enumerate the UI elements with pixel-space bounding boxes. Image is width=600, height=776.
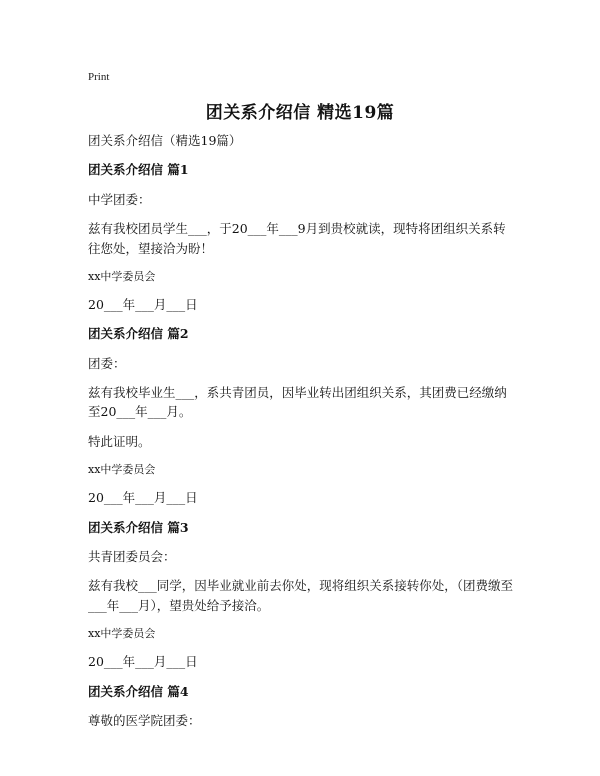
section-2-signature: xx中学委员会	[88, 463, 156, 477]
section-heading-3: 团关系介绍信 篇3	[88, 519, 189, 535]
section-1-body: 兹有我校团员学生___，于20___年___9月到贵校就读，现特将团组织关系转往您处，望接洽为盼！	[88, 221, 506, 256]
print-label[interactable]: Print	[88, 71, 110, 83]
section-2-addressee: 团委：	[88, 355, 126, 371]
document-title: 团关系介绍信 精选19篇	[205, 103, 395, 123]
section-4-addressee: 尊敬的医学院团委：	[88, 712, 201, 728]
section-2-note: 特此证明。	[88, 433, 151, 449]
section-3-body: 兹有我校___同学，因毕业就业前去你处，现将组织关系接转你处，（团费缴至___年___月），望贵处给予接洽。	[88, 578, 514, 613]
section-heading-2: 团关系介绍信 篇2	[88, 326, 189, 342]
section-2-body: 兹有我校毕业生___，系共青团员，因毕业转出团组织关系，其团费已经缴纳至20___年___月。	[88, 385, 507, 420]
section-3-addressee: 共青团委员会：	[88, 548, 176, 564]
section-heading-4: 团关系介绍信 篇4	[88, 683, 189, 699]
section-2-date: 20___年___月___日	[88, 490, 198, 506]
section-3-signature: xx中学委员会	[88, 627, 156, 641]
document-subtitle: 团关系介绍信（精选19篇）	[88, 133, 242, 148]
section-1-signature: xx中学委员会	[88, 269, 156, 283]
section-1-addressee: 中学团委：	[88, 191, 151, 207]
section-3-date: 20___年___月___日	[88, 654, 198, 670]
document-body	[88, 131, 518, 740]
section-1-date: 20___年___月___日	[88, 296, 198, 312]
section-heading-1: 团关系介绍信 篇1	[88, 162, 189, 178]
